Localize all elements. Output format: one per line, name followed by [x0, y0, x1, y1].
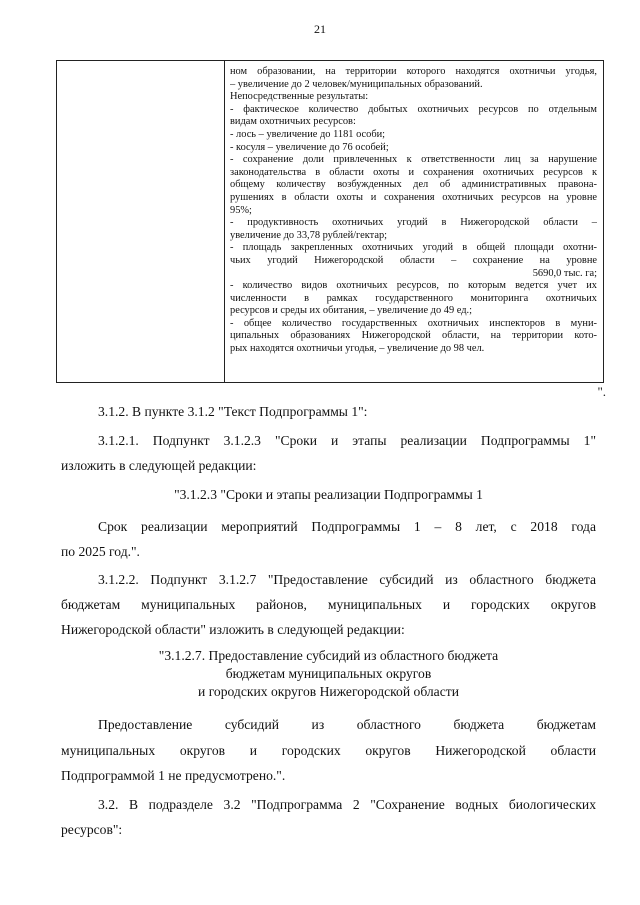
cell-line: – увеличение до 2 человек/муниципальных образований.	[230, 78, 483, 90]
cell-line: рушениях в области охоты и сохранения охотничьих ресурсов на уровне	[230, 191, 597, 203]
cell-line: - лось – увеличение до 1181 особи;	[230, 128, 386, 140]
cell-line: чьих угодий Нижегородской области – сохранение на уровне	[230, 254, 597, 266]
paragraph-3-1-2-1-cont: изложить в следующей редакции:	[61, 458, 257, 473]
cell-line: Непосредственные результаты:	[230, 91, 369, 103]
paragraph-term: Срок реализации мероприятий Подпрограммы 1 – 8 лет, с 2018 года	[98, 519, 596, 534]
cell-line: численности в рамках государственного мониторинга охотничьих	[230, 292, 597, 304]
cell-line: законодательства в области охоты и сохранения охотничьих ресурсов к	[230, 166, 597, 178]
paragraph-3-1-2-2-cont: бюджетам муниципальных районов, муниципальных и городских округов	[61, 597, 596, 612]
cell-line: - фактическое количество добытых охотничьих ресурсов по отдельным	[230, 103, 597, 115]
paragraph-3-1-2: 3.1.2. В пункте 3.1.2 "Текст Подпрограммы 1":	[98, 404, 368, 419]
cell-line: рых находятся охотничьи угодья, – увеличение до 98 чел.	[230, 343, 485, 355]
paragraph-term-cont: по 2025 год.".	[61, 544, 140, 559]
paragraph-3-2: 3.2. В подразделе 3.2 "Подпрограмма 2 "Сохранение водных биологических	[98, 797, 596, 812]
paragraph-3-1-2-2-end: Нижегородской области" изложить в следующей редакции:	[61, 622, 405, 637]
paragraph-subsidy: Предоставление субсидий из областного бюджета бюджетам	[98, 717, 596, 732]
cell-line: - сохранение доли привлеченных к ответственности лиц за нарушение	[230, 154, 597, 166]
cell-line: - общее количество государственных охотничьих инспекторов в муни-	[230, 317, 597, 329]
cell-line: 5690,0 тыс. га;	[532, 267, 597, 279]
section-heading-3-1-2-7: "3.1.2.7. Предоставление субсидий из областного бюджета	[158, 648, 499, 663]
cell-line: ресурсов и среды их обитания, – увеличение до 49 ед.;	[230, 305, 472, 317]
cell-line: - количество видов охотничьих ресурсов, по которым ведется учет их	[230, 280, 597, 292]
cell-line: увеличение до 33,78 рублей/гектар;	[230, 229, 388, 241]
page-number: 21	[314, 22, 326, 36]
cell-line: общему количеству возбужденных дел об административных правона-	[230, 179, 597, 191]
cell-line: - продуктивность охотничьих угодий в Нижегородской области –	[230, 217, 597, 229]
paragraph-3-2-cont: ресурсов":	[61, 822, 123, 837]
paragraph-subsidy-cont: муниципальных округов и городских округов Нижегородской области	[61, 743, 596, 758]
cell-line: видам охотничьих ресурсов:	[230, 116, 356, 128]
cell-line: ципальных образованиях Нижегородской области, на территории кото-	[230, 330, 597, 342]
table-column-divider	[224, 61, 225, 382]
cell-line: 95%;	[230, 204, 252, 216]
cell-line: ном образовании, на территории которого находятся охотничьи угодья,	[230, 66, 597, 77]
paragraph-3-1-2-1: 3.1.2.1. Подпункт 3.1.2.3 "Сроки и этапы реализации Подпрограммы 1"	[98, 433, 596, 448]
section-heading-3-1-2-3: "3.1.2.3 "Сроки и этапы реализации Подпрограммы 1	[174, 487, 483, 502]
cell-line: - площадь закрепленных охотничьих угодий в общей площади охотни-	[230, 242, 597, 254]
paragraph-3-1-2-2: 3.1.2.2. Подпункт 3.1.2.7 "Предоставление субсидий из областного бюджета	[98, 572, 596, 587]
paragraph-subsidy-end: Подпрограммой 1 не предусмотрено.".	[61, 768, 286, 783]
closing-quote: ".	[597, 384, 606, 399]
section-heading-3-1-2-7-line3: и городских округов Нижегородской области	[198, 684, 459, 699]
results-table	[56, 60, 604, 383]
cell-line: - косуля – увеличение до 76 особей;	[230, 141, 389, 153]
section-heading-3-1-2-7-line2: бюджетам муниципальных округов	[225, 666, 432, 681]
table-cell-results	[230, 66, 597, 356]
